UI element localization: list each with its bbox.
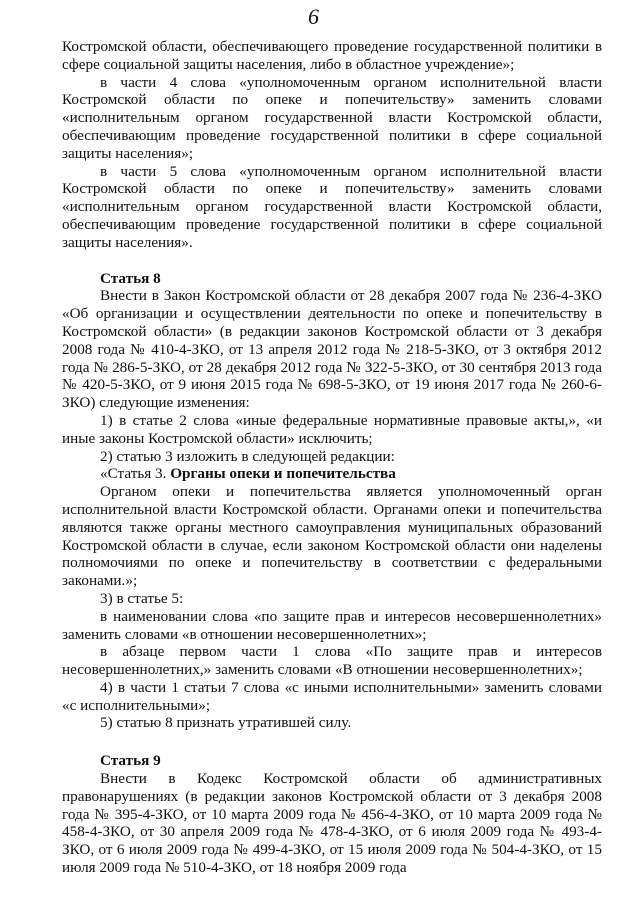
article-8-item-4: 4) в части 1 статьи 7 слова «с иными исполнительными» заменить словами «с исполнительными»; — [62, 678, 602, 714]
document-body — [62, 38, 602, 877]
article-8-item-1: 1) в статье 2 слова «иные федеральные нормативные правовые акты,», «и иные законы Костромской области» исключить; — [62, 411, 602, 447]
quoted-article-prefix: «Статья 3. — [100, 465, 171, 483]
article-8-intro: Внести в Закон Костромской области от 28 декабря 2007 года № 236-4-ЗКО «Об организации и осуществлении деятельности по опеке и попечительству в Костромской области» (в редакции законов Костромской области от 3 декабря 2008 года № 410-4-ЗКО, от 13 апреля 2012 года № 218-5-ЗКО, от 3 октября 2012 года № 286-5-ЗКО, от 28 декабря 2012 года № 322-5-ЗКО, от 30 сентября 2013 года № 420-5-ЗКО, от 9 июня 2015 года № 698-5-ЗКО, от 19 июня 2017 года № 260-6-ЗКО) следующие изменения: — [62, 287, 602, 412]
paragraph-part-5: в части 5 слова «уполномоченным органом исполнительной власти Костромской области по опеке и попечительству» заменить словами «исполнительным органом государственной власти Костромской области, обеспечивающим проведение государственной политики в сфере социальной защиты населения». — [62, 162, 602, 251]
article-8-item-5: 5) статью 8 признать утратившей силу. — [100, 714, 352, 732]
article-8-item-3: 3) в статье 5: — [100, 589, 184, 607]
article-8-item-3b: в абзаце первом части 1 слова «По защите прав и интересов несовершеннолетних,» заменить словами «В отношении несовершеннолетних»; — [62, 643, 602, 679]
paragraph-continuation: Костромской области, обеспечивающего проведение государственной политики в сфере социальной защиты населения, либо в областное учреждение»; — [62, 38, 602, 73]
article-8-heading: Статья 8 — [100, 269, 161, 287]
quoted-article-heading — [62, 465, 602, 483]
article-9-intro: Внести в Кодекс Костромской области об административных правонарушениях (в редакции законов Костромской области от 3 декабря 2008 года № 395-4-ЗКО, от 10 марта 2009 года № 456-4-ЗКО, от 10 марта 2009 года № 458-4-ЗКО, от 30 апреля 2009 года № 478-4-ЗКО, от 6 июля 2009 года № 493-4-ЗКО, от 6 июля 2009 года № 499-4-ЗКО, от 15 июля 2009 года № 504-4-ЗКО, от 15 июля 2009 года № 510-4-ЗКО, от 18 ноября 2009 года — [62, 770, 602, 877]
quoted-article-title: Органы опеки и попечительства — [170, 465, 396, 483]
article-8-item-3a: в наименовании слова «по защите прав и интересов несовершеннолетних» заменить словами «в отношении несовершеннолетних»; — [62, 607, 602, 643]
article-9-heading: Статья 9 — [100, 752, 161, 770]
page-number: 6 — [308, 4, 319, 29]
quoted-article-body: Органом опеки и попечительства является уполномоченный орган исполнительной власти Костромской области. Органами опеки и попечительства являются также органы местного самоуправления муниципальных образований Костромской области в случае, если законом Костромской области они наделены полномочиями по опеке и попечительству в соответствии с федеральными законами.»; — [62, 483, 602, 590]
article-8-item-2: 2) статью 3 изложить в следующей редакции: — [100, 447, 395, 465]
paragraph-part-4: в части 4 слова «уполномоченным органом исполнительной власти Костромской области по опеке и попечительству» заменить словами «исполнительным органом государственной власти Костромской области, обеспечивающим проведение государственной политики в сфере социальной защиты населения»; — [62, 73, 602, 162]
